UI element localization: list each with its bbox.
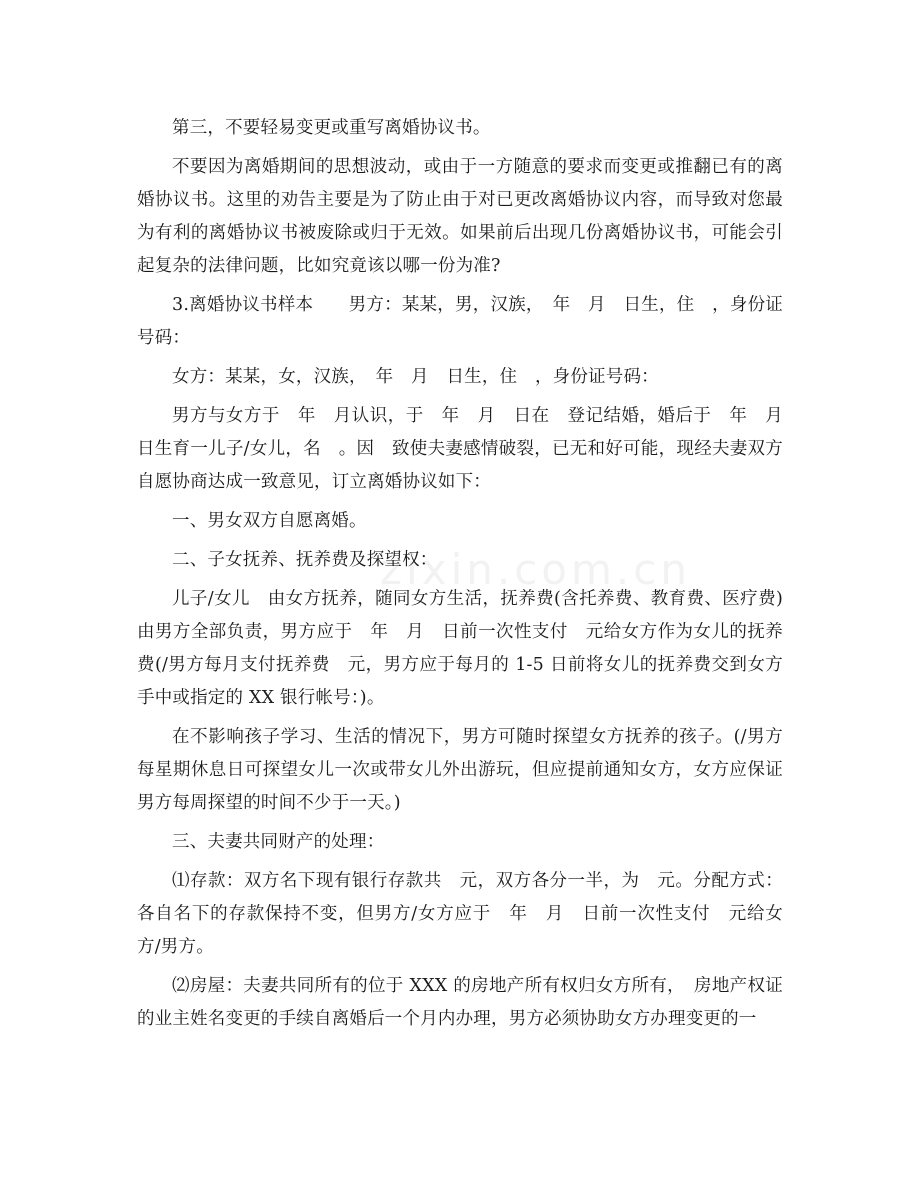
paragraph-clause-three: 三、夫妻共同财产的处理： bbox=[172, 832, 385, 852]
watermark: zixin.com.cn bbox=[380, 545, 691, 594]
paragraph-visitation: 在不影响孩子学习、生活的情况下，男方可随时探望女方抚养的孩子。(/男方每星期休息日可探望女儿一次或带女儿外出游玩，但应提前通知女方，女方应保证男方每周探望的时间不少于一天。) bbox=[137, 727, 783, 813]
paragraph-wife: 女方：某某，女，汉族， 年 月 日生，住 ，身份证号码： bbox=[172, 367, 659, 387]
paragraph-clause-two: 二、子女抚养、抚养费及探望权： bbox=[172, 550, 438, 570]
paragraph-child-support: 儿子/女儿 由女方抚养，随同女方生活，抚养费(含托养费、教育费、医疗费)由男方全部负责，男方应于 年 月 日前一次性支付 元给女方作为女儿的抚养费(/男方每月支付抚养费 元，男方应于每月的 1-5 日前将女儿的抚养费交到女方手中或指定的 XX 银行帐号：)。 bbox=[137, 589, 783, 708]
paragraph-clause-one: 一、男女双方自愿离婚。 bbox=[172, 511, 367, 531]
paragraph-advice-detail: 不要因为离婚期间的思想波动，或由于一方随意的要求而变更或推翻已有的离婚协议书。这里的劝告主要是为了防止由于对已更改离婚协议内容，而导致对您最为有利的离婚协议书被废除或归于无效。如果前后出现几份离婚协议书，可能会引起复杂的法律问题，比如究竟该以哪一份为准? bbox=[137, 157, 783, 276]
paragraph-house: ⑵房屋：夫妻共同所有的位于 XXX 的房地产所有权归女方所有， 房地产权证的业主姓名变更的手续自离婚后一个月内办理，男方必须协助女方办理变更的一 bbox=[137, 976, 783, 1029]
paragraph-marriage-background: 男方与女方于 年 月认识，于 年 月 日在 登记结婚，婚后于 年 月 日生育一儿子/女儿，名 。因 致使夫妻感情破裂，已无和好可能，现经夫妻双方自愿协商达成一致意见，订立离婚协议如下： bbox=[137, 406, 801, 492]
paragraph-deposits: ⑴存款：双方名下现有银行存款共 元，双方各分一半，为 元。分配方式：各自名下的存款保持不变，但男方/女方应于 年 月 日前一次性支付 元给女方/男方。 bbox=[137, 871, 783, 957]
document-body bbox=[137, 112, 801, 1042]
paragraph-third-advice: 第三，不要轻易变更或重写离婚协议书。 bbox=[172, 118, 491, 138]
paragraph-sample-husband: 3.离婚协议书样本 男方：某某，男，汉族， 年 月 日生，住 ，身份证号码： bbox=[137, 295, 783, 348]
